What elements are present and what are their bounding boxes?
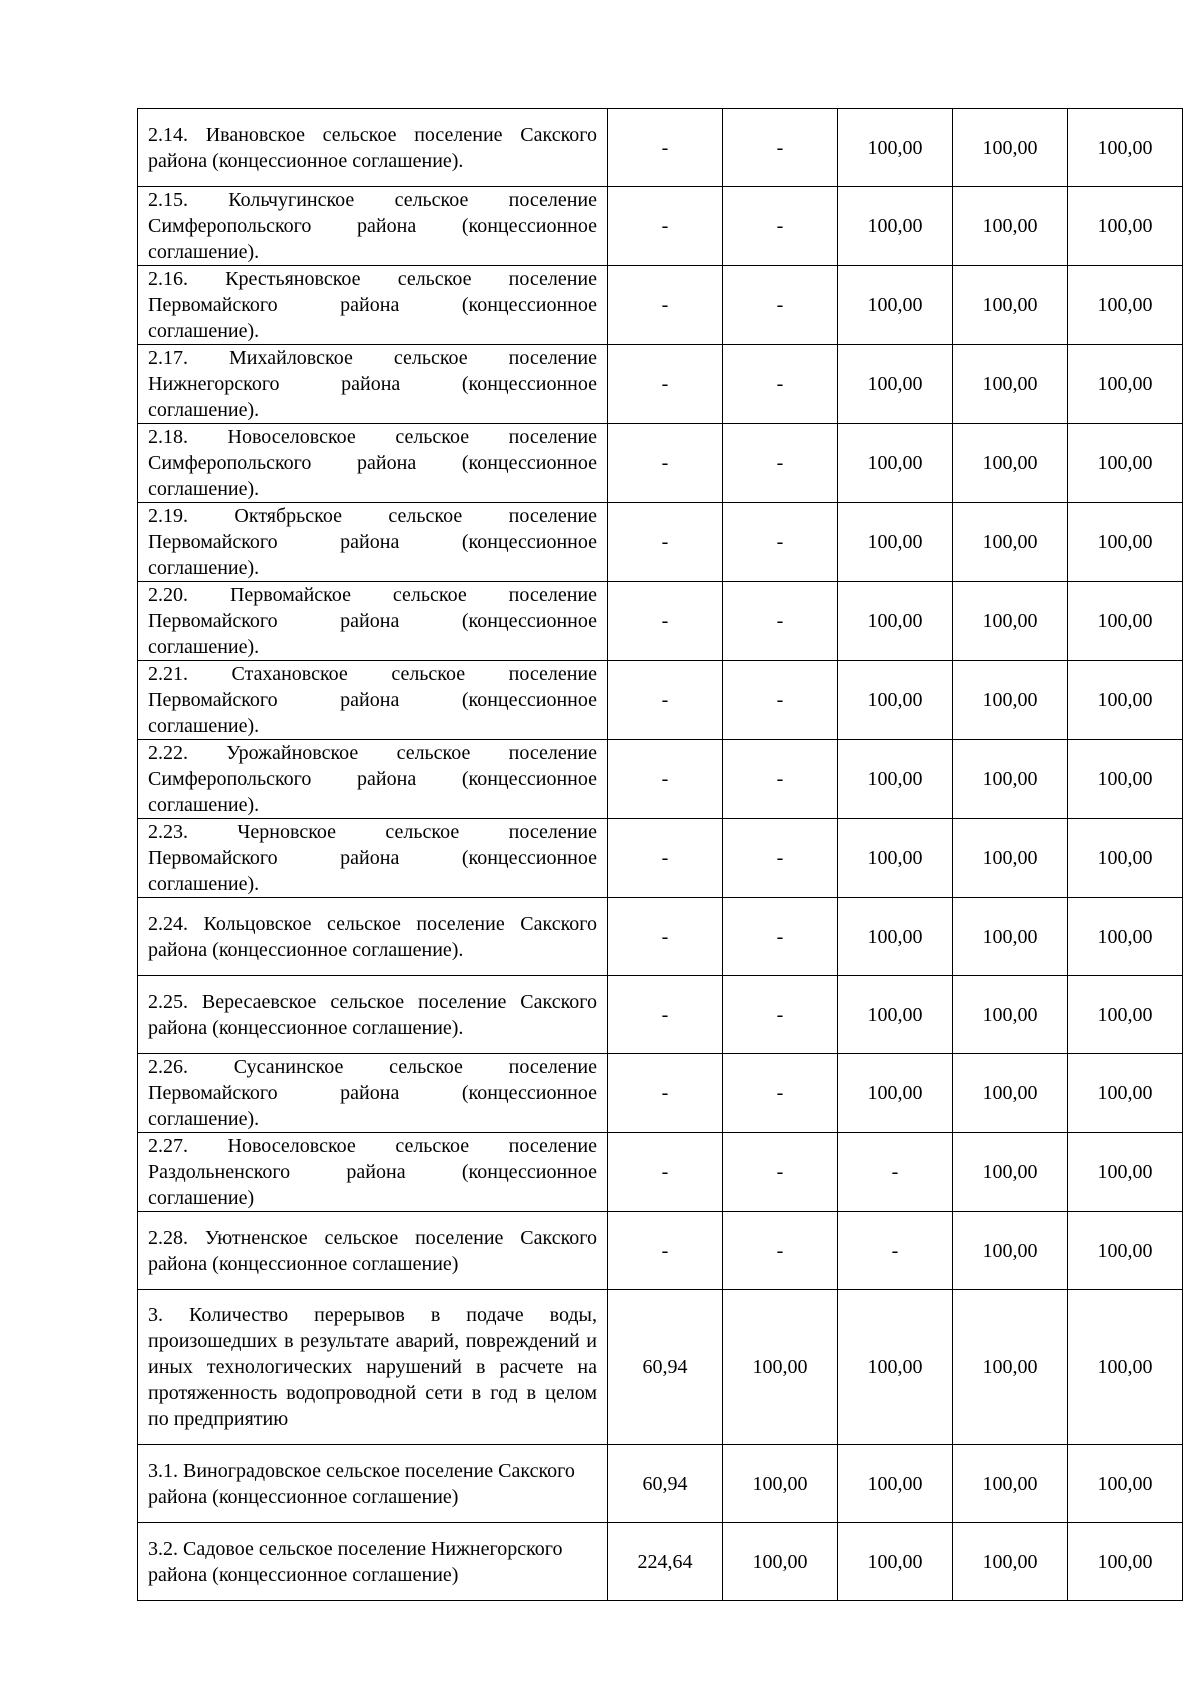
value-cell: - [838,1133,953,1212]
value-cell: 100,00 [838,187,953,266]
value-cell: - [608,1133,723,1212]
row-label: 3. Количество перерывов в подаче воды, произошедших в результате аварий, повреждений и иных технологических нарушений в расчете на протяженность водопроводной сети в год в целом по предприятию [148,1304,597,1430]
row-label-cell [138,976,608,1054]
value-cell: 100,00 [953,740,1068,819]
value-cell: 100,00 [838,1445,953,1523]
value-cell: - [608,266,723,345]
row-label: 2.21. Стахановское сельское поселение Первомайского района (концессионное соглашение). [148,663,597,737]
table-row [138,187,1183,266]
value-cell: - [723,1054,838,1133]
value-cell: - [723,503,838,582]
value-cell: - [608,1054,723,1133]
value-cell: 100,00 [1068,1133,1183,1212]
table-row [138,976,1183,1054]
value-cell: 100,00 [953,582,1068,661]
table-row [138,1523,1183,1601]
value-cell: - [608,740,723,819]
row-label-cell [138,898,608,976]
table-row [138,109,1183,187]
table-row [138,424,1183,503]
value-cell: 100,00 [1068,976,1183,1054]
row-label: 2.20. Первомайское сельское поселение Первомайского района (концессионное соглашение). [148,584,597,658]
value-cell: 100,00 [723,1445,838,1523]
value-cell: - [838,1212,953,1290]
row-label-cell [138,424,608,503]
table-row [138,819,1183,898]
value-cell: 100,00 [838,1523,953,1601]
value-cell: - [608,1212,723,1290]
value-cell: 100,00 [953,1054,1068,1133]
value-cell: - [608,424,723,503]
row-label: 2.24. Кольцовское сельское поселение Сакского района (концессионное соглашение). [148,912,597,961]
row-label-cell [138,740,608,819]
value-cell: 60,94 [608,1290,723,1445]
value-cell: 100,00 [1068,109,1183,187]
table-row [138,1445,1183,1523]
row-label: 2.22. Урожайновское сельское поселение Симферопольского района (концессионное соглашение). [148,742,597,816]
value-cell: - [723,1212,838,1290]
row-label: 2.16. Крестьяновское сельское поселение Первомайского района (концессионное соглашение). [148,268,597,342]
value-cell: 100,00 [1068,1212,1183,1290]
value-cell: - [723,819,838,898]
value-cell: - [723,661,838,740]
value-cell: - [723,1133,838,1212]
value-cell: 100,00 [953,1445,1068,1523]
value-cell: 100,00 [1068,898,1183,976]
value-cell: 100,00 [838,819,953,898]
value-cell: 100,00 [1068,819,1183,898]
row-label-cell [138,819,608,898]
value-cell: 100,00 [953,503,1068,582]
value-cell: - [608,109,723,187]
row-label: 2.26. Сусанинское сельское поселение Первомайского района (концессионное соглашение). [148,1056,597,1130]
row-label-cell [138,345,608,424]
value-cell: 100,00 [953,819,1068,898]
row-label-cell [138,1523,608,1601]
value-cell: 60,94 [608,1445,723,1523]
table-row [138,582,1183,661]
table-row [138,345,1183,424]
value-cell: 100,00 [838,109,953,187]
row-label-cell [138,1133,608,1212]
value-cell: - [608,661,723,740]
value-cell: - [608,503,723,582]
value-cell: - [723,266,838,345]
value-cell: 100,00 [838,582,953,661]
value-cell: 100,00 [723,1290,838,1445]
value-cell: - [723,740,838,819]
value-cell: 100,00 [838,898,953,976]
value-cell: 100,00 [838,424,953,503]
value-cell: 100,00 [1068,1290,1183,1445]
value-cell: 100,00 [1068,661,1183,740]
value-cell: 100,00 [953,1290,1068,1445]
row-label-cell [138,1212,608,1290]
value-cell: 100,00 [953,898,1068,976]
table-row [138,266,1183,345]
row-label: 2.17. Михайловское сельское поселение Нижнегорского района (концессионное соглашение). [148,347,597,421]
row-label-cell [138,1445,608,1523]
row-label: 2.15. Кольчугинское сельское поселение Симферопольского района (концессионное соглашение). [148,189,597,263]
value-cell: 100,00 [838,1054,953,1133]
table-row [138,898,1183,976]
value-cell: - [608,898,723,976]
value-cell: - [608,187,723,266]
value-cell: 100,00 [1068,503,1183,582]
value-cell: 100,00 [953,661,1068,740]
value-cell: 100,00 [723,1523,838,1601]
table-row [138,1212,1183,1290]
value-cell: 100,00 [953,1212,1068,1290]
value-cell: - [723,187,838,266]
value-cell: 100,00 [953,1133,1068,1212]
value-cell: 100,00 [1068,740,1183,819]
value-cell: 100,00 [1068,1054,1183,1133]
value-cell: - [723,345,838,424]
row-label-cell [138,661,608,740]
row-label: 2.18. Новоселовское сельское поселение Симферопольского района (концессионное соглашение). [148,426,597,500]
row-label: 2.23. Черновское сельское поселение Первомайского района (концессионное соглашение). [148,821,597,895]
table-row [138,1290,1183,1445]
value-cell: 100,00 [838,503,953,582]
value-cell: - [608,976,723,1054]
row-label: 2.27. Новоселовское сельское поселение Раздольненского района (концессионное соглашение) [148,1135,597,1209]
value-cell: - [608,582,723,661]
table-row [138,503,1183,582]
value-cell: 100,00 [953,976,1068,1054]
value-cell: 100,00 [1068,1523,1183,1601]
value-cell: 100,00 [953,266,1068,345]
row-label: 3.1. Виноградовское сельское поселение Сакского района (концессионное соглашение) [148,1459,575,1508]
row-label-cell [138,503,608,582]
value-cell: 100,00 [1068,345,1183,424]
value-cell: 100,00 [953,1523,1068,1601]
table-row [138,740,1183,819]
value-cell: 100,00 [1068,582,1183,661]
row-label: 2.19. Октябрьское сельское поселение Первомайского района (концессионное соглашение). [148,505,597,579]
row-label-cell [138,187,608,266]
table-body [138,109,1183,1601]
value-cell: - [723,898,838,976]
value-cell: 100,00 [838,740,953,819]
value-cell: 100,00 [838,266,953,345]
value-cell: 224,64 [608,1523,723,1601]
value-cell: 100,00 [838,1290,953,1445]
value-cell: - [723,109,838,187]
value-cell: 100,00 [838,661,953,740]
value-cell: 100,00 [1068,1445,1183,1523]
value-cell: - [723,976,838,1054]
value-cell: - [723,424,838,503]
row-label-cell [138,109,608,187]
value-cell: 100,00 [953,424,1068,503]
value-cell: 100,00 [838,345,953,424]
row-label-cell [138,1054,608,1133]
value-cell: 100,00 [1068,266,1183,345]
value-cell: - [608,819,723,898]
table-row [138,1054,1183,1133]
value-cell: - [608,345,723,424]
indicator-table [137,108,1183,1601]
table-row [138,661,1183,740]
row-label: 2.28. Уютненское сельское поселение Сакского района (концессионное соглашение) [148,1226,597,1275]
value-cell: 100,00 [1068,424,1183,503]
row-label: 3.2. Садовое сельское поселение Нижнегорского района (концессионное соглашение) [148,1537,563,1586]
table-row [138,1133,1183,1212]
row-label-cell [138,266,608,345]
row-label: 2.14. Ивановское сельское поселение Сакского района (концессионное соглашение). [148,123,597,172]
row-label-cell [138,1290,608,1445]
value-cell: 100,00 [953,345,1068,424]
row-label-cell [138,582,608,661]
value-cell: - [723,582,838,661]
value-cell: 100,00 [953,187,1068,266]
value-cell: 100,00 [838,976,953,1054]
value-cell: 100,00 [1068,187,1183,266]
value-cell: 100,00 [953,109,1068,187]
row-label: 2.25. Вересаевское сельское поселение Сакского района (концессионное соглашение). [148,990,597,1039]
